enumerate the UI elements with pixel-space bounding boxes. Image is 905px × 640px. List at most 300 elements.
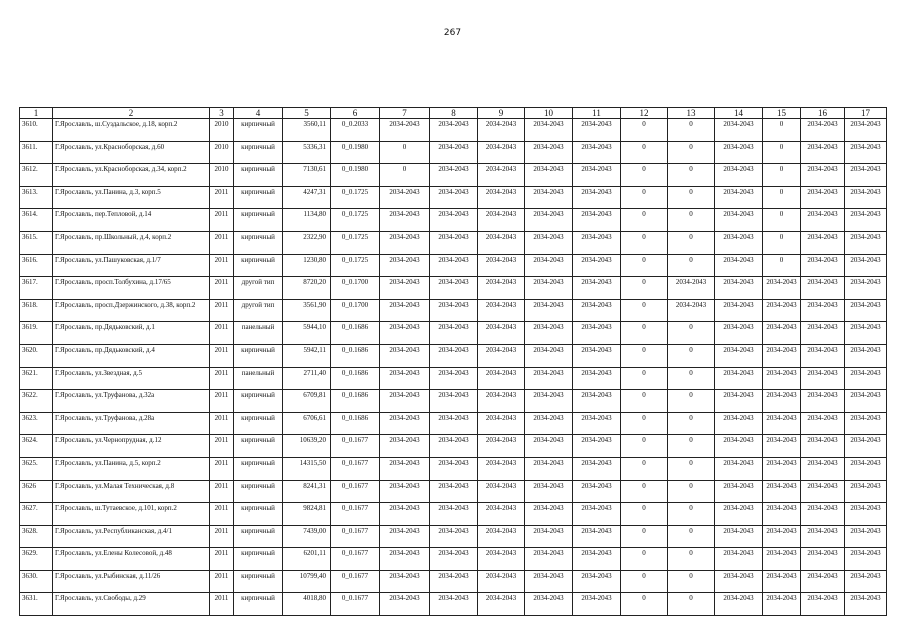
table-cell: 2034-2043 (380, 186, 430, 209)
table-cell: 2034-2043 (763, 503, 801, 526)
table-cell: 2034-2043 (525, 548, 573, 571)
table-cell: 2034-2043 (845, 344, 887, 367)
table-cell: 2034-2043 (763, 548, 801, 571)
table-row (20, 412, 887, 435)
table-cell: 2034-2043 (845, 209, 887, 232)
table-cell: 2034-2043 (525, 209, 573, 232)
table-cell: 0 (763, 231, 801, 254)
table-cell: 0 (621, 435, 668, 458)
table-cell: 0 (763, 209, 801, 232)
table-cell: 0_0.1686 (331, 412, 380, 435)
table-cell: 2034-2043 (763, 299, 801, 322)
table-cell: 2034-2043 (573, 593, 621, 616)
table-cell: 0 (668, 525, 715, 548)
table-cell: 2034-2043 (845, 525, 887, 548)
table-cell: 2034-2043 (763, 412, 801, 435)
table-cell: 2034-2043 (801, 390, 845, 413)
table-cell: 2034-2043 (478, 209, 525, 232)
table-cell: 1134,80 (283, 209, 331, 232)
table-row (20, 209, 887, 232)
table-cell: 2034-2043 (573, 141, 621, 164)
table-cell: 2034-2043 (525, 277, 573, 300)
table-cell: 2011 (210, 186, 234, 209)
table-cell: 2010 (210, 141, 234, 164)
table-cell: 2034-2043 (715, 525, 763, 548)
table-cell: 0 (668, 141, 715, 164)
table-cell: 3619. (20, 322, 53, 345)
table-body (20, 119, 887, 616)
table-cell: 0 (621, 503, 668, 526)
table-cell: 0 (668, 186, 715, 209)
table-cell: 0 (668, 390, 715, 413)
table-cell: 2034-2043 (845, 570, 887, 593)
table-row (20, 548, 887, 571)
table-cell: 0 (668, 435, 715, 458)
table-cell: другой тип (234, 277, 283, 300)
table-cell: 2034-2043 (525, 344, 573, 367)
column-header: 1 (20, 108, 53, 119)
table-cell: кирпичный (234, 254, 283, 277)
table-cell: 7130,61 (283, 164, 331, 187)
table-cell: 2034-2043 (801, 254, 845, 277)
table-cell: 2034-2043 (478, 164, 525, 187)
table-cell: Г.Ярославль, просп.Толбухина, д.17/65 (53, 277, 210, 300)
table-cell: 6706,61 (283, 412, 331, 435)
table-cell: 0_0.1980 (331, 141, 380, 164)
table-cell: 3627. (20, 503, 53, 526)
table-cell: 2034-2043 (478, 548, 525, 571)
table-cell: 2011 (210, 209, 234, 232)
column-header: 9 (478, 108, 525, 119)
table-cell: 10639,20 (283, 435, 331, 458)
table-cell: 3630. (20, 570, 53, 593)
table-cell: 2034-2043 (801, 231, 845, 254)
table-cell: 2034-2043 (573, 435, 621, 458)
table-cell: кирпичный (234, 503, 283, 526)
table-cell: 3620. (20, 344, 53, 367)
table-cell: 2034-2043 (525, 322, 573, 345)
table-cell: 2034-2043 (380, 570, 430, 593)
table-cell: 2034-2043 (430, 593, 478, 616)
column-header: 13 (668, 108, 715, 119)
table-cell: 2034-2043 (525, 119, 573, 142)
table-cell: 2034-2043 (845, 231, 887, 254)
table-cell: 2011 (210, 367, 234, 390)
table-cell: 2034-2043 (478, 277, 525, 300)
table-row (20, 593, 887, 616)
table-cell: 2034-2043 (715, 390, 763, 413)
table-cell: 2034-2043 (525, 457, 573, 480)
table-cell: 2034-2043 (763, 570, 801, 593)
table-cell: 2034-2043 (715, 570, 763, 593)
table-cell: 2034-2043 (763, 480, 801, 503)
table-cell: 2034-2043 (801, 119, 845, 142)
table-cell: 2034-2043 (801, 186, 845, 209)
table-cell: 2011 (210, 503, 234, 526)
table-cell: кирпичный (234, 570, 283, 593)
table-cell: панельный (234, 322, 283, 345)
table-cell: кирпичный (234, 390, 283, 413)
table-cell: 2034-2043 (763, 593, 801, 616)
table-cell: 0 (668, 457, 715, 480)
table-cell: 0 (668, 254, 715, 277)
table-cell: 2034-2043 (430, 322, 478, 345)
table-cell: 2711,40 (283, 367, 331, 390)
table-cell: 2034-2043 (478, 525, 525, 548)
table-cell: 0_0.1677 (331, 525, 380, 548)
table-cell: 2034-2043 (573, 209, 621, 232)
table-cell: 2034-2043 (430, 119, 478, 142)
table-cell: 2034-2043 (430, 254, 478, 277)
table-cell: 2034-2043 (573, 164, 621, 187)
table-cell: 2034-2043 (715, 412, 763, 435)
table-cell: 2034-2043 (380, 480, 430, 503)
table-cell: 2034-2043 (715, 593, 763, 616)
table-cell: 0 (621, 141, 668, 164)
table-cell: 0 (668, 322, 715, 345)
table-cell: 1230,80 (283, 254, 331, 277)
table-cell: 2034-2043 (845, 299, 887, 322)
table-cell: 2034-2043 (478, 322, 525, 345)
table-cell: другой тип (234, 299, 283, 322)
table-cell: 0_0.1677 (331, 457, 380, 480)
table-row (20, 503, 887, 526)
table-cell: 2034-2043 (573, 480, 621, 503)
table-cell: 2034-2043 (763, 390, 801, 413)
table-cell: 3622. (20, 390, 53, 413)
table-cell: 3613. (20, 186, 53, 209)
table-cell: Г.Ярославль, ул.Труфанова, д.32а (53, 390, 210, 413)
table-cell: 2034-2043 (525, 367, 573, 390)
table-cell: 4247,31 (283, 186, 331, 209)
table-cell: 2034-2043 (430, 435, 478, 458)
table-cell: Г.Ярославль, пр.Дядьковский, д.1 (53, 322, 210, 345)
table-cell: 3626 (20, 480, 53, 503)
table-cell: 2034-2043 (430, 277, 478, 300)
table-cell: 0 (621, 548, 668, 571)
table-cell: кирпичный (234, 457, 283, 480)
table-cell: Г.Ярославль, ул.Панина, д.5, корп.2 (53, 457, 210, 480)
table-cell: 2034-2043 (380, 209, 430, 232)
table-cell: 2034-2043 (801, 367, 845, 390)
table-cell: Г.Ярославль, ул.Панина, д.3, корп.5 (53, 186, 210, 209)
table-cell: 3628. (20, 525, 53, 548)
table-cell: 2034-2043 (845, 548, 887, 571)
table-cell: 2034-2043 (430, 390, 478, 413)
table-cell: 0 (668, 119, 715, 142)
table-row (20, 119, 887, 142)
table-cell: 0 (621, 299, 668, 322)
table-cell: кирпичный (234, 141, 283, 164)
table-cell: 2034-2043 (801, 570, 845, 593)
table-cell: 2034-2043 (715, 344, 763, 367)
column-header: 17 (845, 108, 887, 119)
table-cell: 2034-2043 (573, 254, 621, 277)
table-cell: 0_0.1677 (331, 435, 380, 458)
table-cell: 0 (763, 164, 801, 187)
table-cell: 0 (763, 141, 801, 164)
column-header: 15 (763, 108, 801, 119)
table-cell: 3560,11 (283, 119, 331, 142)
table-cell: 4018,80 (283, 593, 331, 616)
table-cell: 2034-2043 (801, 209, 845, 232)
table-cell: 0 (621, 231, 668, 254)
table-cell: 0 (668, 164, 715, 187)
table-cell: 0_0.1686 (331, 344, 380, 367)
table-cell: 0 (668, 412, 715, 435)
table-cell: 6709,81 (283, 390, 331, 413)
table-cell: 2034-2043 (430, 141, 478, 164)
page-number: 267 (443, 28, 462, 38)
column-header: 14 (715, 108, 763, 119)
table-cell: 2034-2043 (573, 503, 621, 526)
table-cell: 2034-2043 (715, 480, 763, 503)
table-cell: кирпичный (234, 548, 283, 571)
column-header: 16 (801, 108, 845, 119)
table-cell: 2034-2043 (430, 412, 478, 435)
table-cell: 2034-2043 (715, 322, 763, 345)
table-cell: 2034-2043 (715, 299, 763, 322)
table-cell: 2034-2043 (845, 367, 887, 390)
table-cell: Г.Ярославль, ш.Тутаевское, д.101, корп.2 (53, 503, 210, 526)
column-header: 2 (53, 108, 210, 119)
table-cell: кирпичный (234, 344, 283, 367)
column-header: 7 (380, 108, 430, 119)
table-cell: Г.Ярославль, ул.Звездная, д.5 (53, 367, 210, 390)
table-cell: 2034-2043 (573, 322, 621, 345)
table-cell: Г.Ярославль, ш.Суздальское, д.18, корп.2 (53, 119, 210, 142)
table-cell: Г.Ярославль, ул.Республиканская, д.4/1 (53, 525, 210, 548)
table-row (20, 570, 887, 593)
table-cell: кирпичный (234, 593, 283, 616)
table-cell: кирпичный (234, 231, 283, 254)
table-row (20, 367, 887, 390)
table-cell: 2034-2043 (763, 435, 801, 458)
table-cell: 10799,40 (283, 570, 331, 593)
table-cell: 0 (621, 570, 668, 593)
table-cell: 2034-2043 (525, 299, 573, 322)
table-cell: 2034-2043 (380, 390, 430, 413)
table-cell: 2034-2043 (763, 367, 801, 390)
table-row (20, 299, 887, 322)
table-cell: 2034-2043 (430, 457, 478, 480)
table-cell: 2034-2043 (478, 480, 525, 503)
table-cell: 2034-2043 (573, 299, 621, 322)
table-cell: 0 (380, 164, 430, 187)
table-cell: 2034-2043 (525, 186, 573, 209)
table-cell: 2034-2043 (525, 525, 573, 548)
table-cell: 2034-2043 (430, 503, 478, 526)
table-cell: 2034-2043 (430, 209, 478, 232)
table-cell: 2034-2043 (573, 390, 621, 413)
table-cell: 2034-2043 (380, 367, 430, 390)
table-cell: 0 (621, 367, 668, 390)
table-cell: 2034-2043 (430, 367, 478, 390)
table-cell: 2034-2043 (478, 570, 525, 593)
table-cell: 2034-2043 (845, 141, 887, 164)
table-row (20, 231, 887, 254)
table-cell: 2011 (210, 322, 234, 345)
table-cell: 2034-2043 (525, 231, 573, 254)
table-cell: 0 (763, 254, 801, 277)
column-header: 10 (525, 108, 573, 119)
table-cell: 2034-2043 (715, 254, 763, 277)
table-cell: 2011 (210, 344, 234, 367)
table-cell: 0 (621, 525, 668, 548)
table-cell: 2011 (210, 548, 234, 571)
table-cell: 2034-2043 (845, 412, 887, 435)
table-cell: 2034-2043 (573, 525, 621, 548)
table-cell: 0 (668, 367, 715, 390)
table-cell: 0 (763, 186, 801, 209)
table-cell: 2034-2043 (573, 570, 621, 593)
table-cell: 0 (621, 480, 668, 503)
table-cell: 2034-2043 (715, 209, 763, 232)
table-cell: кирпичный (234, 209, 283, 232)
table-cell: кирпичный (234, 480, 283, 503)
table-cell: 2034-2043 (380, 322, 430, 345)
table-row (20, 480, 887, 503)
table-cell: Г.Ярославль, ул.Красноборская, д.60 (53, 141, 210, 164)
table-cell: 2034-2043 (801, 412, 845, 435)
table-cell: 2034-2043 (573, 548, 621, 571)
table-cell: 0_0.1700 (331, 299, 380, 322)
table-cell: 2034-2043 (380, 457, 430, 480)
table-cell: 2034-2043 (525, 254, 573, 277)
table-cell: 5944,10 (283, 322, 331, 345)
table-cell: 2034-2043 (668, 277, 715, 300)
column-header: 12 (621, 108, 668, 119)
table-cell: 8241,31 (283, 480, 331, 503)
table-cell: 2034-2043 (430, 164, 478, 187)
table-cell: 3618. (20, 299, 53, 322)
table-cell: 2034-2043 (525, 141, 573, 164)
table-cell: Г.Ярославль, ул.Красноборская, д.34, корп.2 (53, 164, 210, 187)
table-cell: 3615. (20, 231, 53, 254)
table-cell: 0 (621, 119, 668, 142)
table-cell: 0 (668, 593, 715, 616)
table-cell: 2011 (210, 525, 234, 548)
table-cell: 3610. (20, 119, 53, 142)
table-cell: 0_0.1725 (331, 186, 380, 209)
table-cell: 2011 (210, 480, 234, 503)
table-cell: 2034-2043 (763, 457, 801, 480)
table-cell: 0 (668, 570, 715, 593)
table-cell: кирпичный (234, 119, 283, 142)
table-cell: 3561,90 (283, 299, 331, 322)
table-cell: 2034-2043 (380, 548, 430, 571)
table-cell: 2034-2043 (801, 322, 845, 345)
table-cell: 2034-2043 (801, 480, 845, 503)
table-cell: 2034-2043 (573, 344, 621, 367)
table-cell: 3611. (20, 141, 53, 164)
table-cell: Г.Ярославль, ул.Свободы, д.29 (53, 593, 210, 616)
table-row (20, 254, 887, 277)
table-cell: 0_0.1700 (331, 277, 380, 300)
table-cell: 2034-2043 (478, 412, 525, 435)
table-cell: 0 (668, 231, 715, 254)
table-cell: 2034-2043 (845, 435, 887, 458)
table-cell: 2034-2043 (573, 119, 621, 142)
table-cell: 2034-2043 (380, 435, 430, 458)
table-cell: 2034-2043 (478, 119, 525, 142)
table-cell: 2034-2043 (478, 367, 525, 390)
table-cell: 2034-2043 (573, 277, 621, 300)
table-cell: 2034-2043 (380, 231, 430, 254)
table-cell: 2034-2043 (430, 231, 478, 254)
table-cell: 2034-2043 (380, 525, 430, 548)
table-cell: 2034-2043 (801, 141, 845, 164)
table-cell: кирпичный (234, 435, 283, 458)
table-cell: 2034-2043 (801, 299, 845, 322)
table-row (20, 435, 887, 458)
table-row (20, 457, 887, 480)
table-cell: 2034-2043 (715, 457, 763, 480)
table-cell: 0 (621, 322, 668, 345)
column-header: 4 (234, 108, 283, 119)
table-cell: 2034-2043 (845, 164, 887, 187)
table-cell: 2034-2043 (801, 164, 845, 187)
table-cell: 14315,50 (283, 457, 331, 480)
table-cell: 3616. (20, 254, 53, 277)
table-cell: 2034-2043 (763, 344, 801, 367)
table-cell: 2034-2043 (478, 593, 525, 616)
table-cell: кирпичный (234, 525, 283, 548)
table-cell: 0 (621, 390, 668, 413)
table-cell: 0_0.1677 (331, 548, 380, 571)
table-header (20, 108, 887, 119)
table-cell: Г.Ярославль, ул.Рыбинская, д.11/26 (53, 570, 210, 593)
table-cell: 2034-2043 (715, 435, 763, 458)
table-cell: 2034-2043 (478, 231, 525, 254)
table-cell: 6201,11 (283, 548, 331, 571)
table-cell: 2034-2043 (801, 593, 845, 616)
table-cell: 2034-2043 (573, 186, 621, 209)
table-cell: 2034-2043 (525, 390, 573, 413)
table-cell: 2034-2043 (380, 254, 430, 277)
table-cell: 2034-2043 (430, 525, 478, 548)
table-cell: 2034-2043 (525, 480, 573, 503)
table-cell: 2034-2043 (715, 231, 763, 254)
table-row (20, 277, 887, 300)
table-cell: Г.Ярославль, ул.Малая Техническая, д.8 (53, 480, 210, 503)
table-cell: кирпичный (234, 186, 283, 209)
table-cell: 2011 (210, 231, 234, 254)
table-row (20, 164, 887, 187)
column-header: 11 (573, 108, 621, 119)
table-cell: 2034-2043 (380, 277, 430, 300)
table-cell: 2034-2043 (801, 277, 845, 300)
table-cell: 2322,90 (283, 231, 331, 254)
table-cell: 0 (621, 164, 668, 187)
table-cell: 2011 (210, 390, 234, 413)
housing-table (19, 107, 887, 616)
table-cell: 5336,31 (283, 141, 331, 164)
table-cell: 0 (621, 186, 668, 209)
table-cell: 2034-2043 (380, 593, 430, 616)
table-cell: 2034-2043 (801, 435, 845, 458)
table-cell: 2034-2043 (715, 119, 763, 142)
column-header: 3 (210, 108, 234, 119)
table-cell: 9824,81 (283, 503, 331, 526)
table-cell: 2034-2043 (380, 412, 430, 435)
table-cell: 2034-2043 (430, 548, 478, 571)
table-cell: 0 (668, 344, 715, 367)
table-cell: 2034-2043 (380, 119, 430, 142)
table-cell: 2034-2043 (845, 322, 887, 345)
table-cell: Г.Ярославль, ул.Елены Колесовой, д.48 (53, 548, 210, 571)
table-cell: 0 (668, 503, 715, 526)
